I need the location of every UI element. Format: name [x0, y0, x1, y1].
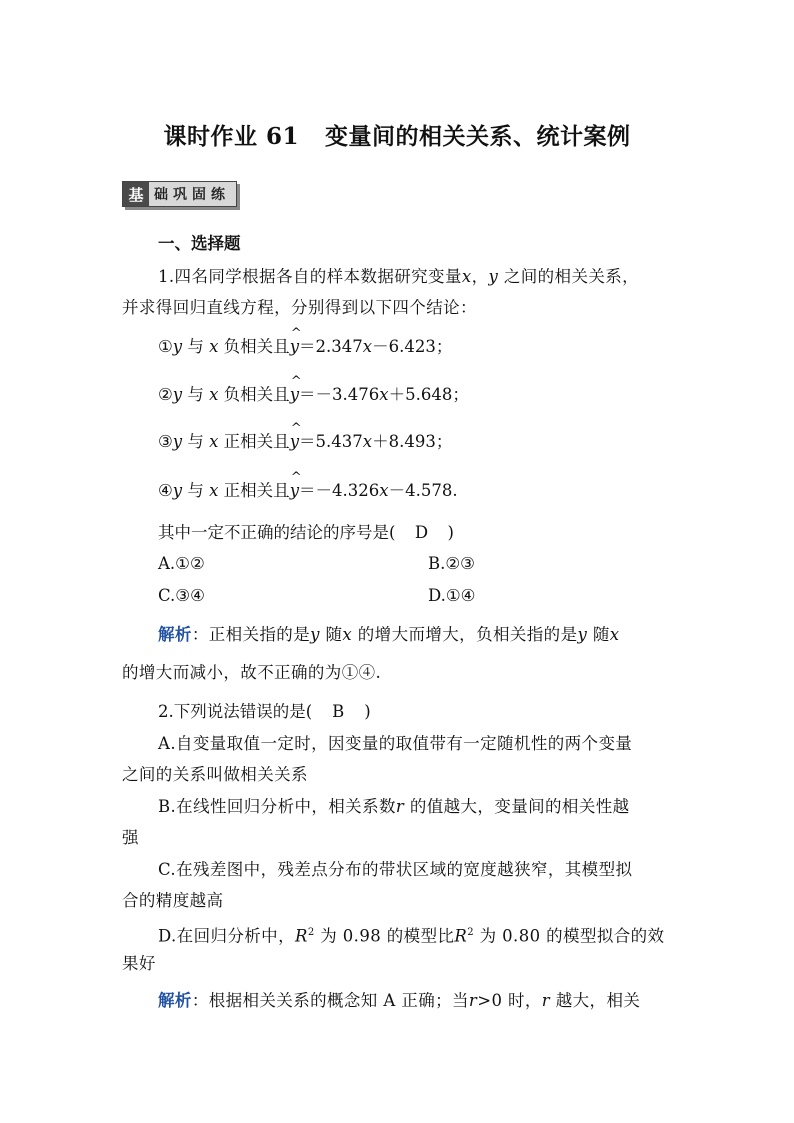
q2-option-a-line-1: A.自变量取值一定时，因变量的取值带有一定随机性的两个变量: [158, 734, 633, 753]
title-part-2: 变量间的相关关系、统计案例: [325, 123, 631, 150]
badge-first-char: 基: [123, 182, 149, 206]
q1-stem-line-1: 1.四名同学根据各自的样本数据研究变量x，y 之间的相关关系，: [158, 267, 640, 286]
q1-option-b: B.②③: [428, 554, 475, 573]
q2-option-d-line-1: D.在回归分析中，$R^2$ 为 0.98 的模型比$R^2$ 为 0.80 的模型拟合的效: [158, 926, 665, 946]
page-title: [0, 118, 794, 151]
q1-answer: D: [414, 523, 429, 542]
q2-option-b-line-1: B.在线性回归分析中，相关系数r 的值越大，变量间的相关性越: [158, 797, 630, 816]
q2-question: 2.下列说法错误的是( B ): [158, 702, 371, 721]
q1-analysis-line-1: 解析：正相关指的是y 随x 的增大而增大，负相关指的是y 随x: [158, 625, 620, 644]
q1-option-a: A.①②: [158, 554, 205, 573]
analysis-label: 解析: [158, 991, 192, 1010]
q2-option-a-line-2: 之间的关系叫做相关关系: [122, 765, 308, 784]
q2-option-d-line-2: 果好: [122, 954, 156, 973]
q1-conclusion-3: ③y 与 x 正相关且^ y＝5.437x＋8.493；: [158, 431, 452, 453]
q1-conclusion-4: ④y 与 x 正相关且^ y＝－4.326x－4.578.: [158, 480, 458, 502]
section-badge: [122, 181, 237, 207]
q1-question: 其中一定不正确的结论的序号是( D ): [158, 523, 454, 542]
q1-stem-line-2: 并求得回归直线方程，分别得到以下四个结论：: [122, 298, 477, 317]
q1-analysis-line-2: 的增大而减小，故不正确的为①④.: [122, 663, 382, 682]
title-part-1: 课时作业 61: [163, 123, 299, 150]
y-hat-symbol: ^ y: [290, 480, 299, 502]
badge-rest: 础巩固练: [149, 182, 236, 206]
y-hat-symbol: ^ y: [290, 431, 299, 453]
q1-conclusion-1: ①y 与 x 负相关且^ y＝2.347x－6.423；: [158, 336, 452, 358]
analysis-label: 解析: [158, 625, 192, 644]
q2-analysis-line-1: 解析：根据相关关系的概念知 A 正确；当r>0 时，r 越大，相关: [158, 991, 641, 1010]
q1-option-d: D.①④: [428, 586, 476, 605]
q2-answer: B: [332, 702, 345, 721]
q2-option-c-line-1: C.在残差图中，残差点分布的带状区域的宽度越狭窄，其模型拟: [158, 860, 633, 879]
q1-option-c: C.③④: [158, 586, 205, 605]
section-heading: 一、选择题: [158, 234, 241, 253]
y-hat-symbol: ^ y: [290, 336, 299, 358]
q1-conclusion-2: ②y 与 x 负相关且^ y＝－3.476x＋5.648；: [158, 384, 469, 406]
q2-option-b-line-2: 强: [122, 828, 139, 847]
q2-option-c-line-2: 合的精度越高: [122, 891, 224, 910]
y-hat-symbol: ^ y: [290, 384, 299, 406]
